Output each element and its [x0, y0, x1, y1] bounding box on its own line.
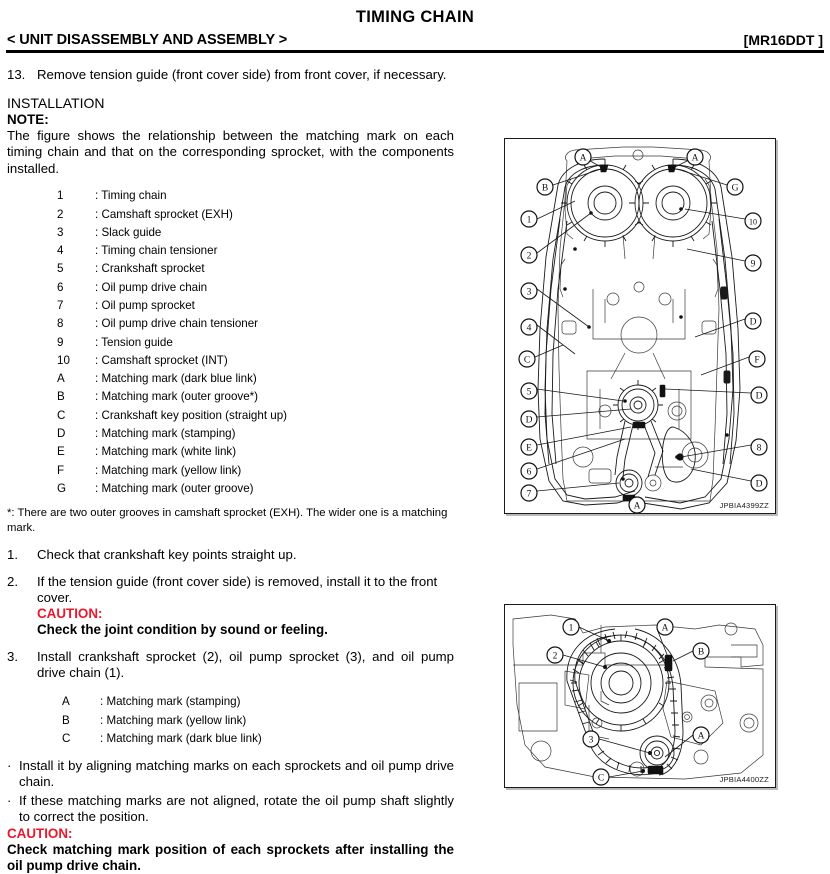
legend-key: C: [62, 731, 71, 745]
bullet-marker: ·: [7, 758, 12, 774]
svg-text:C: C: [523, 355, 531, 366]
svg-text:4: 4: [526, 323, 532, 334]
svg-text:1: 1: [526, 215, 532, 226]
step-3: [7, 649, 454, 681]
callout-C: [593, 769, 609, 785]
legend-item: [62, 712, 454, 730]
svg-text:10: 10: [749, 217, 757, 227]
caution-text-2: Check matching mark position of each sprockets after installing the oil pump drive chain.: [7, 841, 454, 873]
legend-value: : Matching mark (stamping): [95, 427, 236, 441]
legend-key: G: [57, 481, 67, 495]
figure-top-drawing: [505, 139, 775, 513]
legend-item: [57, 187, 454, 205]
legend-value: : Crankshaft key position (straight up): [95, 408, 288, 422]
callout-A: [575, 149, 591, 165]
callout-2: [521, 247, 537, 263]
legend-item: [57, 260, 454, 278]
callout-B: [693, 643, 709, 659]
figure-top-code: JPBIA4399ZZ: [719, 501, 769, 510]
legend-key: E: [57, 445, 65, 459]
callout-D: [751, 475, 767, 491]
legend-value: : Camshaft sprocket (EXH): [95, 207, 233, 221]
legend-key: 7: [57, 299, 64, 312]
svg-text:D: D: [749, 317, 757, 328]
svg-text:1: 1: [568, 623, 574, 634]
svg-text:6: 6: [526, 467, 532, 478]
svg-text:3: 3: [526, 287, 532, 298]
step-2-text: If the tension guide (front cover side) is removed, install it to the front cover.: [37, 574, 438, 606]
callout-8: [751, 439, 767, 455]
legend-value: : Matching mark (yellow link): [100, 713, 247, 727]
caution-label-2: CAUTION:: [7, 825, 73, 841]
svg-text:A: A: [579, 153, 587, 164]
legend-key: 3: [57, 225, 64, 239]
legend-value: : Crankshaft sprocket: [95, 262, 205, 276]
legend-item: [57, 480, 454, 498]
footnote-outer-grooves: *: There are two outer grooves in camshaft sprocket (EXH). The wider one is a matching mark.: [7, 507, 448, 535]
callout-3: [521, 283, 537, 299]
legend-item: [57, 388, 454, 406]
legend-item: [57, 443, 454, 461]
callout-6: [521, 463, 537, 479]
legend-key: 10: [57, 353, 70, 367]
callout-4: [521, 319, 537, 335]
svg-text:B: B: [697, 647, 705, 658]
step-13-text: Remove tension guide (front cover side) from front cover, if necessary.: [37, 67, 447, 82]
svg-text:A: A: [697, 731, 705, 742]
callout-5: [521, 383, 537, 399]
legend-item: [57, 315, 454, 333]
svg-text:5: 5: [526, 387, 532, 398]
header-divider: [6, 50, 824, 53]
callout-3: [583, 731, 599, 747]
svg-text:8: 8: [756, 443, 762, 454]
legend-item: [57, 242, 454, 260]
svg-text:3: 3: [588, 735, 594, 746]
legend-key: 9: [57, 335, 64, 349]
legend-item: [57, 352, 454, 370]
step-1-text: Check that crankshaft key points straight up.: [37, 547, 297, 563]
legend-key: F: [57, 463, 65, 477]
bullet-marker: ·: [7, 792, 12, 808]
svg-text:A: A: [691, 153, 699, 164]
svg-text:D: D: [755, 479, 763, 490]
bullet-2: [7, 793, 454, 825]
legend-key: 5: [57, 262, 64, 276]
step-1-number: 1.: [7, 547, 18, 563]
legend-value: : Oil pump sprocket: [95, 299, 195, 312]
legend-item: [57, 297, 454, 315]
legend-value: : Matching mark (yellow link): [95, 463, 242, 477]
svg-text:G: G: [731, 183, 739, 194]
legend-value: : Slack guide: [95, 225, 162, 239]
section-breadcrumb: < UNIT DISASSEMBLY AND ASSEMBLY >: [7, 32, 288, 48]
step-1: [7, 547, 454, 563]
step-13-number: 13.: [7, 67, 26, 82]
bullet-1: [7, 758, 454, 790]
legend-key: A: [57, 372, 65, 386]
legend-item: [57, 407, 454, 425]
callout-D: [521, 411, 537, 427]
callout-B: [537, 179, 553, 195]
legend-value: : Oil pump drive chain: [95, 280, 208, 294]
caution-text-1: Check the joint condition by sound or feeling.: [37, 622, 328, 638]
svg-text:2: 2: [552, 651, 558, 662]
legend-main: [57, 187, 454, 498]
callout-10: [745, 213, 761, 229]
legend-key: B: [57, 390, 65, 404]
callout-7: [521, 485, 537, 501]
svg-text:7: 7: [526, 489, 532, 500]
step-2: [7, 574, 454, 638]
svg-text:E: E: [526, 443, 532, 454]
step-2-block: [37, 574, 454, 638]
legend-step3: [62, 693, 454, 748]
legend-key: 2: [57, 207, 64, 221]
page-header: [0, 0, 830, 56]
legend-key: 4: [57, 244, 64, 258]
callout-A: [657, 619, 673, 635]
callout-1: [563, 619, 579, 635]
callout-A: [693, 727, 709, 743]
text-column: [7, 67, 454, 874]
svg-text:B: B: [541, 183, 549, 194]
figure-oil-pump-drive-chain: [504, 604, 776, 788]
legend-item: [62, 693, 454, 711]
callout-F: [749, 351, 765, 367]
note-label: NOTE:: [7, 112, 49, 127]
svg-text:9: 9: [750, 259, 756, 270]
legend-key: 1: [57, 189, 64, 203]
legend-key: 6: [57, 280, 64, 294]
legend-value: : Matching mark (dark blue link): [95, 372, 257, 386]
figure-bottom-code: JPBIA4400ZZ: [719, 775, 769, 784]
svg-text:D: D: [755, 391, 763, 402]
legend-key: A: [62, 695, 70, 709]
legend-item: [57, 334, 454, 352]
legend-key: B: [62, 713, 70, 727]
callout-C: [519, 351, 535, 367]
legend-item: [57, 206, 454, 224]
callout-1: [521, 211, 537, 227]
legend-item: [57, 224, 454, 242]
engine-code-badge: [MR16DDT ]: [743, 32, 823, 48]
legend-key: 8: [57, 317, 64, 331]
svg-text:C: C: [597, 773, 605, 784]
callout-A: [687, 149, 703, 165]
step-13: [7, 67, 454, 83]
legend-value: : Matching mark (stamping): [100, 695, 241, 709]
step-3-text: Install crankshaft sprocket (2), oil pump sprocket (3), and oil pump drive chain (1).: [37, 649, 454, 681]
caution-label-1: CAUTION:: [37, 606, 103, 622]
installation-heading: INSTALLATION: [7, 95, 105, 111]
callout-G: [727, 179, 743, 195]
legend-item: [57, 279, 454, 297]
legend-key: C: [57, 408, 66, 422]
legend-value: : Timing chain tensioner: [95, 244, 218, 258]
legend-value: : Camshaft sprocket (INT): [95, 353, 228, 367]
note-text: The figure shows the relationship between the matching mark on each timing chain and that on the corresponding sprocket, with the components installed.: [7, 128, 454, 176]
legend-value: : Timing chain: [95, 189, 167, 203]
svg-text:F: F: [754, 355, 760, 366]
legend-item: [57, 462, 454, 480]
legend-value: : Matching mark (dark blue link): [100, 731, 262, 745]
legend-item: [57, 425, 454, 443]
svg-text:A: A: [661, 623, 669, 634]
callout-E: [521, 439, 537, 455]
legend-item: [62, 730, 454, 748]
legend-value: : Matching mark (white link): [95, 445, 237, 459]
legend-value: : Tension guide: [95, 335, 173, 349]
step-2-number: 2.: [7, 574, 18, 590]
callout-A: [629, 497, 645, 513]
svg-text:D: D: [525, 415, 533, 426]
legend-value: : Matching mark (outer groove): [95, 481, 254, 495]
step-3-number: 3.: [7, 649, 18, 665]
header-row: [0, 27, 830, 50]
figure-timing-chain-assembly: [504, 138, 776, 514]
legend-item: [57, 370, 454, 388]
svg-text:A: A: [633, 501, 641, 512]
callout-9: [745, 255, 761, 271]
callout-D: [745, 313, 761, 329]
bullet-1-text: Install it by aligning matching marks on each sprockets and oil pump drive chain.: [19, 758, 454, 790]
callout-2: [547, 647, 563, 663]
legend-value: : Matching mark (outer groove*): [95, 390, 259, 404]
figure-bottom-drawing: [505, 605, 775, 787]
svg-text:2: 2: [526, 251, 532, 262]
legend-value: : Oil pump drive chain tensioner: [95, 317, 259, 331]
bullet-2-text: If these matching marks are not aligned, rotate the oil pump shaft slightly to correct the position.: [19, 792, 454, 824]
page-title: TIMING CHAIN: [355, 8, 475, 26]
callout-D: [751, 387, 767, 403]
legend-key: D: [57, 427, 66, 441]
